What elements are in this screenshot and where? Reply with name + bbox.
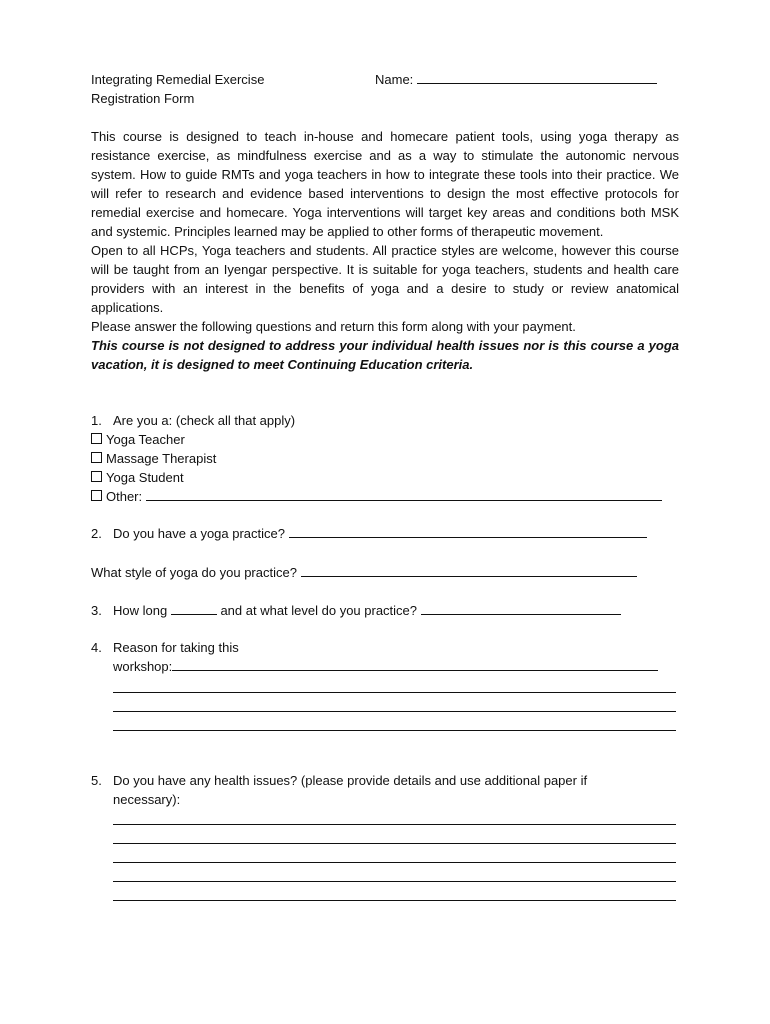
other-blank[interactable] <box>146 487 662 501</box>
question-2 <box>91 524 647 543</box>
question-2b <box>91 563 637 582</box>
health-line-2[interactable] <box>113 843 676 844</box>
question-2b-text: What style of yoga do you practice? <box>91 565 297 580</box>
checkbox-icon[interactable] <box>91 452 102 463</box>
question-1 <box>91 411 662 506</box>
yoga-practice-blank[interactable] <box>289 524 647 538</box>
how-long-blank[interactable] <box>171 601 217 615</box>
disclaimer: This course is not designed to address your individual health issues nor is this course a yoga vacation, it is designed to meet Continuing Education criteria. <box>91 338 679 372</box>
question-1-text: Are you a: (check all that apply) <box>113 413 296 428</box>
name-field[interactable] <box>375 70 657 89</box>
course-description <box>91 127 679 374</box>
reason-blank[interactable] <box>172 657 658 671</box>
yoga-style-blank[interactable] <box>301 563 637 577</box>
form-title-line2: Registration Form <box>91 91 195 106</box>
question-4-text-line1: Reason for taking this <box>113 640 239 655</box>
question-3-text-a: How long <box>113 603 168 618</box>
health-line-5[interactable] <box>113 900 676 901</box>
option-massage-therapist[interactable] <box>91 449 662 468</box>
question-5-number: 5. <box>91 773 102 788</box>
option-yoga-teacher[interactable] <box>91 430 662 449</box>
description-paragraph-2: Open to all HCPs, Yoga teachers and students. All practice styles are welcome, however this course will be taught from an Iyengar perspective. It is suitable for yoga teachers, students and health care providers with an interest in the benefits of yoga and a desire to study or review anatomical applications. <box>91 243 679 315</box>
health-line-4[interactable] <box>113 881 676 882</box>
question-3-text-b: and at what level do you practice? <box>220 603 418 618</box>
question-3-number: 3. <box>91 603 102 618</box>
question-5 <box>91 771 587 809</box>
question-3 <box>91 601 621 620</box>
practice-level-blank[interactable] <box>421 601 621 615</box>
description-paragraph-1: This course is designed to teach in-house and homecare patient tools, using yoga therapy as resistance exercise, as mindfulness exercise and as a way to stimulate the autonomic nervous system. How to guide RMTs and yoga teachers in how to integrate these tools into their practice. We will refer to research and evidence based interventions to design the most effective protocols for remedial exercise and homecare. Yoga interventions will target key areas and conditions both MSK and systemic. Principles learned may be applied to other forms of therapeutic movement. <box>91 129 679 239</box>
checkbox-icon[interactable] <box>91 471 102 482</box>
form-title-line1: Integrating Remedial Exercise <box>91 72 265 87</box>
option-label: Yoga Teacher <box>106 432 185 447</box>
option-yoga-student[interactable] <box>91 468 662 487</box>
name-blank[interactable] <box>417 70 657 84</box>
checkbox-icon[interactable] <box>91 490 102 501</box>
reason-line-3[interactable] <box>113 730 676 731</box>
reason-line-2[interactable] <box>113 711 676 712</box>
health-line-1[interactable] <box>113 824 676 825</box>
option-label: Yoga Student <box>106 470 184 485</box>
checkbox-icon[interactable] <box>91 433 102 444</box>
question-1-number: 1. <box>91 413 102 428</box>
question-4 <box>91 638 658 676</box>
option-label: Massage Therapist <box>106 451 217 466</box>
form-title <box>91 70 351 108</box>
health-line-3[interactable] <box>113 862 676 863</box>
question-4-text-line2: workshop: <box>113 659 173 674</box>
question-2-text: Do you have a yoga practice? <box>113 526 285 541</box>
question-4-number: 4. <box>91 640 102 655</box>
question-2-number: 2. <box>91 526 102 541</box>
question-5-text-line2: necessary): <box>113 792 181 807</box>
description-paragraph-3: Please answer the following questions and return this form along with your payment. <box>91 319 576 334</box>
question-5-text-line1: Do you have any health issues? (please provide details and use additional paper if <box>113 773 588 788</box>
option-label: Other: <box>106 489 143 504</box>
option-other[interactable] <box>91 487 662 506</box>
reason-line-1[interactable] <box>113 692 676 693</box>
name-label: Name: <box>375 72 414 87</box>
